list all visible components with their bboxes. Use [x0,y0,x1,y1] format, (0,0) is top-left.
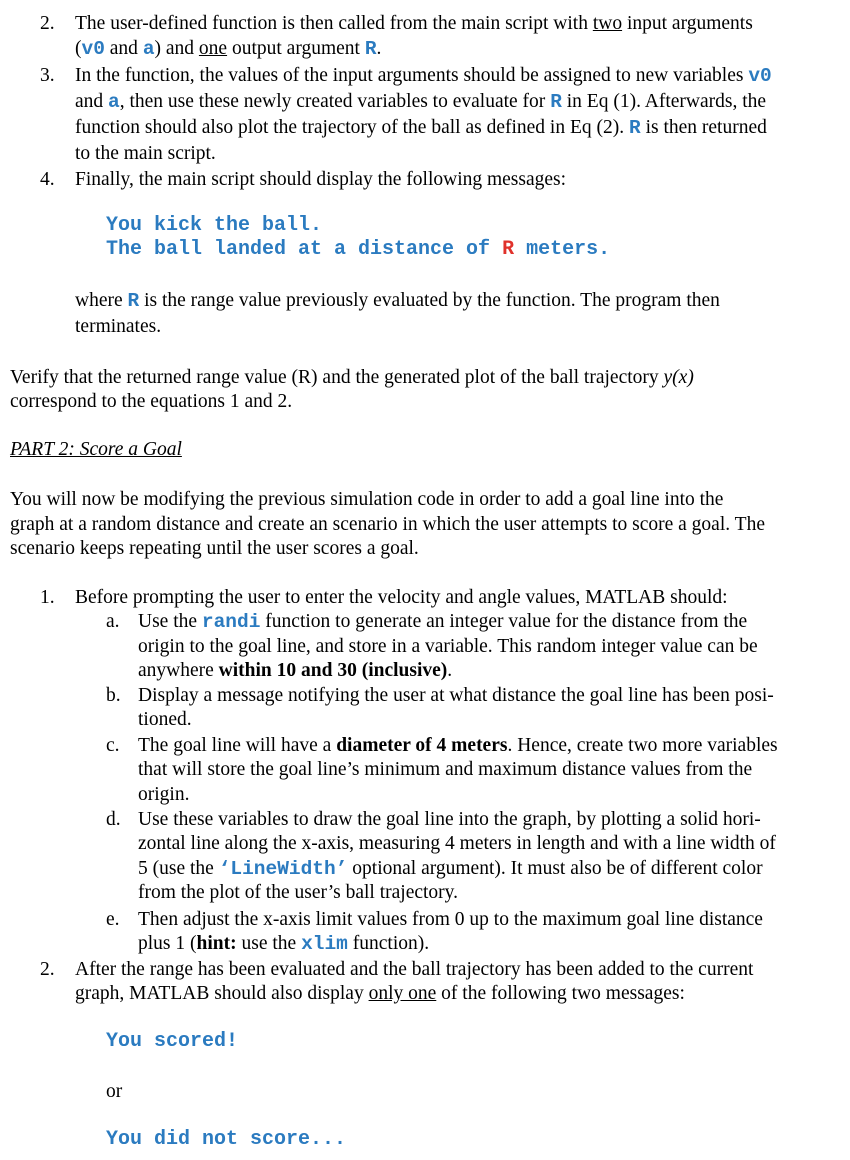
var-R: R [364,38,377,60]
part2-item-2-number: 2. [40,959,55,980]
subitem-b-line-1: Display a message notifying the user at what distance the goal line has been posi- [138,685,774,706]
part2-item-2-line-2: graph, MATLAB should also display only one of the following two messages: [75,983,685,1004]
subitem-b-letter: b. [106,685,121,706]
subitem-d-line-1: Use these variables to draw the goal line into the graph, by plotting a solid hori- [138,809,761,830]
item-3-line-4: to the main script. [75,143,216,164]
subitem-e-line-1: Then adjust the x-axis limit values from 0 up to the maximum goal line distance [138,909,763,930]
subitem-d-line-2: zontal line along the x-axis, measuring 4 meters in length and with a line width of [138,833,776,854]
item-4-text: Finally, the main script should display the following messages: [75,169,567,190]
item-3-number: 3. [40,65,55,86]
where-line-1: where R is the range value previously evaluated by the function. The program then [75,290,720,312]
item-3-line-1: In the function, the values of the input arguments should be assigned to new variables v0 [75,65,772,87]
part2-item-1-number: 1. [40,587,55,608]
subitem-b-line-2: tioned. [138,709,192,730]
item-4-number: 4. [40,169,55,190]
subitem-d-letter: d. [106,809,121,830]
subitem-a-line-1: Use the randi function to generate an integer value for the distance from the [138,611,748,633]
intro-line-3: scenario keeps repeating until the user scores a goal. [10,538,419,559]
subitem-c-line-1: The goal line will have a diameter of 4 meters. Hence, create two more variables [138,735,778,756]
output-message-not-scored: You did not score... [106,1128,347,1151]
verify-line-2: correspond to the equations 1 and 2. [10,391,293,412]
var-v0: v0 [81,38,105,60]
intro-line-2: graph at a random distance and create an scenario in which the user attempts to score a goal. The [10,514,765,535]
item-3-line-2: and a, then use these newly created variables to evaluate for R in Eq (1). Afterwards, the [75,91,767,113]
subitem-a-line-2: origin to the goal line, and store in a variable. This random integer value can be [138,636,758,657]
output-message-landed: The ball landed at a distance of R meters. [106,238,611,261]
part2-item-1-text: Before prompting the user to enter the velocity and angle values, MATLAB should: [75,587,728,608]
code-randi: randi [201,611,261,633]
item-2-line-1: The user-defined function is then called from the main script with two input arguments [75,13,753,34]
subitem-c-line-2: that will store the goal line’s minimum and maximum distance values from the [138,759,753,780]
subitem-d-line-3: 5 (use the ‘LineWidth’ optional argument). It must also be of different color [138,858,763,880]
subitem-a-letter: a. [106,611,120,632]
item-3-line-3: function should also plot the trajectory of the ball as defined in Eq (2). R is then returned [75,117,767,139]
var-a: a [142,38,155,60]
where-line-2: terminates. [75,316,162,337]
intro-line-1: You will now be modifying the previous simulation code in order to add a goal line into the [10,489,724,510]
subitem-d-line-4: from the plot of the user’s ball trajectory. [138,882,459,903]
or-text: or [106,1081,123,1102]
item-2-number: 2. [40,13,55,34]
code-xlim: xlim [301,933,348,955]
part-2-heading: PART 2: Score a Goal [10,439,182,460]
output-message-scored: You scored! [106,1030,239,1053]
subitem-a-line-3: anywhere within 10 and 30 (inclusive). [138,660,453,681]
item-2-line-2: (v0 and a) and one output argument R. [75,38,382,60]
part2-item-2-line-1: After the range has been evaluated and the ball trajectory has been added to the current [75,959,754,980]
subitem-c-letter: c. [106,735,120,756]
subitem-c-line-3: origin. [138,784,190,805]
code-linewidth: ‘LineWidth’ [218,858,348,880]
output-message-kick: You kick the ball. [106,214,323,237]
subitem-e-line-2: plus 1 (hint: use the xlim function). [138,933,430,955]
subitem-e-letter: e. [106,909,120,930]
verify-line-1: Verify that the returned range value (R) and the generated plot of the ball trajectory y(x) [10,367,694,388]
